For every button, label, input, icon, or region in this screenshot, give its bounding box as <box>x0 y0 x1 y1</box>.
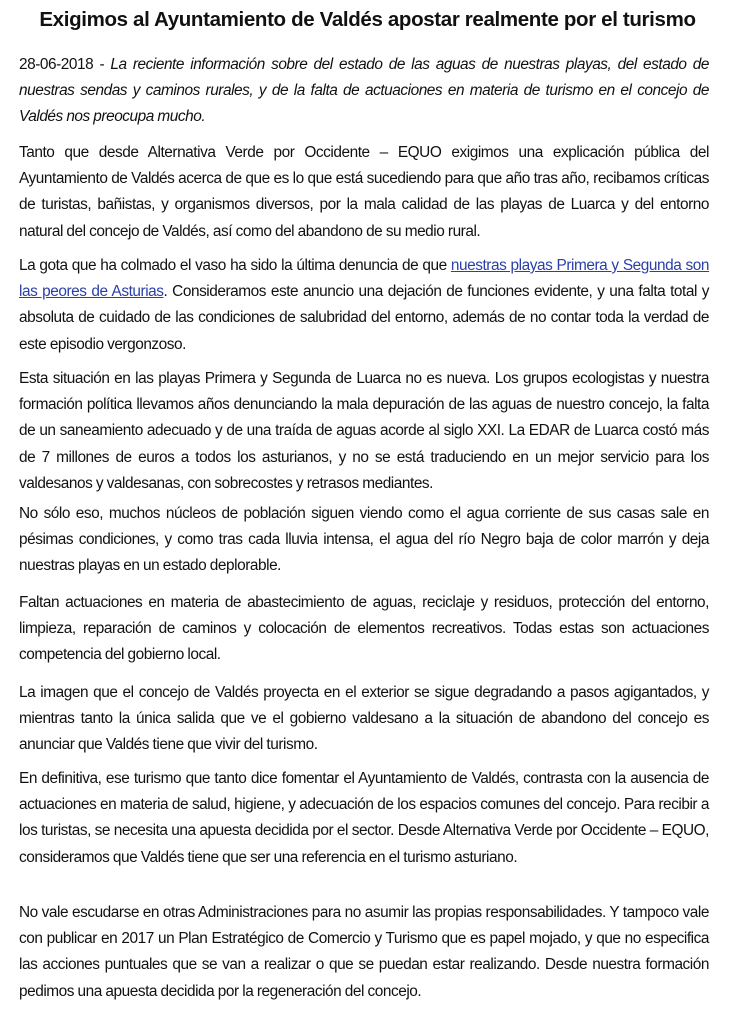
paragraph-situacion: Esta situación en las playas Primera y Segunda de Luarca no es nueva. Los grupos ecologistas y nuestra formación política llevamos años denunciando la mala depuración de las aguas de nuestro concejo, la falta de un saneamiento adecuado y de una traída de aguas acorde al siglo XXI. La EDAR de Luarca costó más de 7 millones de euros a todos los asturianos, y no se está traduciendo en un mejor servicio para los valdesanos y valdesanas, con sobrecostes y retrasos mediantes. <box>19 370 709 492</box>
paragraph-explicacion: Tanto que desde Alternativa Verde por Occidente – EQUO exigimos una explicación pública del Ayuntamiento de Valdés acerca de que es lo que está sucediendo para que año tras año, recibamos críticas de turistas, bañistas, y organismos diversos, por la mala calidad de las playas de Luarca y del entorno natural del concejo de Valdés, así como del abandono de su medio rural. <box>19 144 709 240</box>
paragraph-definitiva: En definitiva, ese turismo que tanto dice fomentar el Ayuntamiento de Valdés, contrasta con la ausencia de actuaciones en materia de salud, higiene, y adecuación de los espacios comunes del concejo. Para recibir a los turistas, se necesita una apuesta decidida por el sector. Desde Alternativa Verde por Occidente – EQUO, consideramos que Valdés tiene que ser una referencia en el turismo asturiano. <box>19 770 709 866</box>
paragraph-denuncia <box>19 253 709 358</box>
playas-peores-asturias-link[interactable]: nuestras playas Primera y Segunda son las peores de Asturias <box>19 257 709 301</box>
lead-paragraph <box>19 52 709 131</box>
article-date: 28-06-2018 <box>19 56 94 73</box>
paragraph-conclusion: No vale escudarse en otras Administraciones para no asumir las propias responsabilidades. Y tampoco vale con publicar en 2017 un Plan Estratégico de Comercio y Turismo que es papel mojado, y que no especifica las acciones puntuales que se van a realizar o que se puedan estar realizando. Desde nuestra formación pedimos una apuesta decidida por la regeneración del concejo. <box>19 904 709 1000</box>
paragraph-actuaciones: Faltan actuaciones en materia de abastecimiento de aguas, reciclaje y residuos, protección del entorno, limpieza, reparación de caminos y colocación de elementos recreativos. Todas estas son actuaciones competencia del gobierno local. <box>19 594 709 664</box>
paragraph-agua-corriente: No sólo eso, muchos núcleos de población siguen viendo como el agua corriente de sus casas sale en pésimas condiciones, y como tras cada lluvia intensa, el agua del río Negro baja de color marrón y deja nuestras playas en un estado deplorable. <box>19 505 709 575</box>
date-separator: - <box>93 56 111 73</box>
paragraph-imagen: La imagen que el concejo de Valdés proyecta en el exterior se sigue degradando a pasos agigantados, y mientras tanto la única salida que ve el gobierno valdesano a la situación de abandono del concejo es anunciar que Valdés tiene que vivir del turismo. <box>19 684 709 754</box>
paragraph-denuncia-rest: . Consideramos este anuncio una dejación de funciones evidente, y una falta total y absoluta de cuidado de las condiciones de salubridad del entorno, además de no contar toda la verdad de este episodio vergonzoso. <box>19 283 709 353</box>
lead-text: La reciente información sobre del estado de las aguas de nuestras playas, del estado de nuestras sendas y caminos rurales, y de la falta de actuaciones en materia de turismo en el concejo de Valdés nos preocupa mucho. <box>19 56 709 126</box>
paragraph-denuncia-intro: La gota que ha colmado el vaso ha sido la última denuncia de que <box>19 257 451 274</box>
article-title: Exigimos al Ayuntamiento de Valdés apostar realmente por el turismo <box>39 8 696 31</box>
